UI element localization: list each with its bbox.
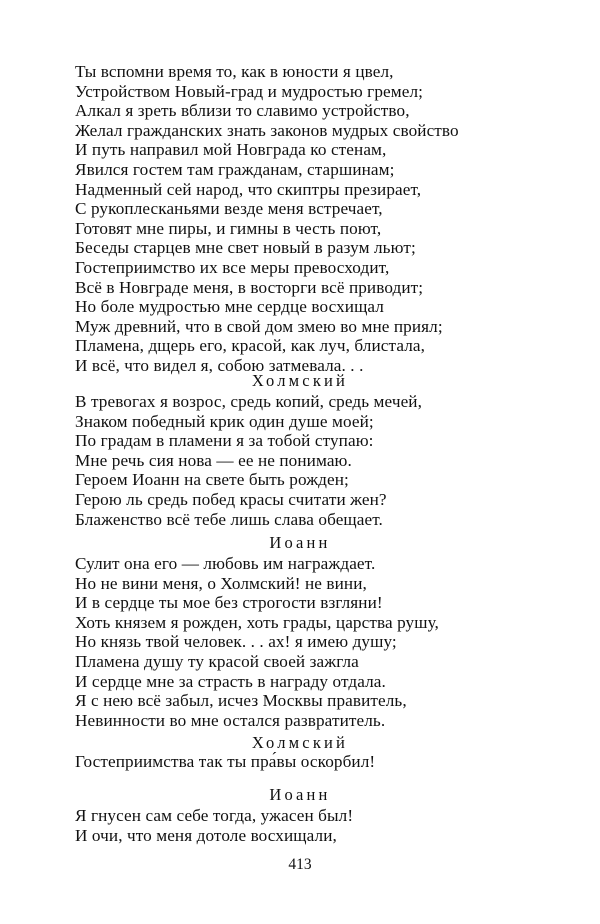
verse-line: И всё, что видел я, собою затмевала. . . [75, 355, 364, 375]
verse-line: Муж древний, что в свой дом змею во мне приял; [75, 316, 443, 336]
page-number: 413 [288, 856, 312, 873]
verse-line: Гостеприимства так ты пра́вы оскорбил! [75, 752, 376, 771]
verse-line: Я с нею всё забыл, исчез Москвы правитель, [75, 691, 407, 711]
verse-line: Блаженство всё тебе лишь слава обещает. [75, 509, 383, 529]
verse-line: И сердце мне за страсть в награду отдала. [75, 671, 386, 691]
speech-block-5 [75, 806, 545, 845]
verse-line: С рукоплесканьями везде меня встречает, [75, 199, 383, 219]
speech-block-3 [75, 554, 545, 730]
verse-line: Алкал я зреть вблизи то славимо устройство, [75, 101, 410, 121]
verse-line: Я гнусен сам себе тогда, ужасен был! [75, 806, 354, 825]
speech-block-4 [75, 752, 545, 772]
verse-line: Мне речь сия нова — ее не понимаю. [75, 450, 352, 470]
verse-line: И путь направил мой Новграда ко стенам, [75, 140, 387, 160]
verse-line: Желал гражданских знать законов мудрых свойство [75, 120, 459, 140]
verse-line: Знаком победный крик один душе моей; [75, 411, 374, 431]
verse-line: Героем Иоанн на свете быть рожден; [75, 470, 349, 490]
verse-line: Сулит она его — любовь им награждает. [75, 554, 376, 573]
verse-line: И очи, что меня дотоле восхищали, [75, 825, 337, 845]
verse-line: Но боле мудростью мне сердце восхищал [75, 297, 384, 317]
speaker-name: Иоанн [269, 785, 331, 804]
verse-line: Беседы старцев мне свет новый в разум льют; [75, 238, 416, 258]
verse-line: Устройством Новый-град и мудростью гремел; [75, 81, 424, 101]
verse-line: Но не вини меня, о Холмский! не вини, [75, 573, 367, 593]
verse-line: И в сердце ты мое без строгости взгляни! [75, 593, 383, 613]
speaker-name: Иоанн [269, 533, 331, 552]
verse-line: Готовят мне пиры, и гимны в честь поют, [75, 218, 382, 238]
verse-line: Всё в Новграде меня, в восторги всё приводит; [75, 277, 424, 297]
verse-line: По градам в пламени я за тобой ступаю: [75, 431, 374, 451]
speaker-name: Холмский [251, 371, 349, 390]
verse-line: Герою ль средь побед красы считати жен? [75, 489, 387, 509]
speaker-name: Холмский [251, 733, 349, 752]
verse-line: В тревогах я возрос, средь копий, средь мечей, [75, 392, 422, 411]
verse-line: Невинности во мне остался развратитель. [75, 710, 386, 730]
verse-line: Пламена, дщерь его, красой, как луч, блистала, [75, 336, 426, 356]
verse-line: Явился гостем там гражданам, старшинам; [75, 159, 395, 179]
verse-line: Надменный сей народ, что скиптры презирает, [75, 179, 422, 199]
verse-line: Хоть князем я рожден, хоть грады, царства рушу, [75, 612, 439, 632]
verse-line: Ты вспомни время то, как в юности я цвел, [75, 62, 394, 81]
verse-line: Гостеприимство их все меры превосходит, [75, 257, 390, 277]
speech-block-2 [75, 392, 545, 529]
verse-line: Но князь твой человек. . . ах! я имею душу; [75, 632, 397, 652]
verse-line: Пламена душу ту красой своей зажгла [75, 651, 359, 671]
speech-block-1 [75, 62, 545, 376]
